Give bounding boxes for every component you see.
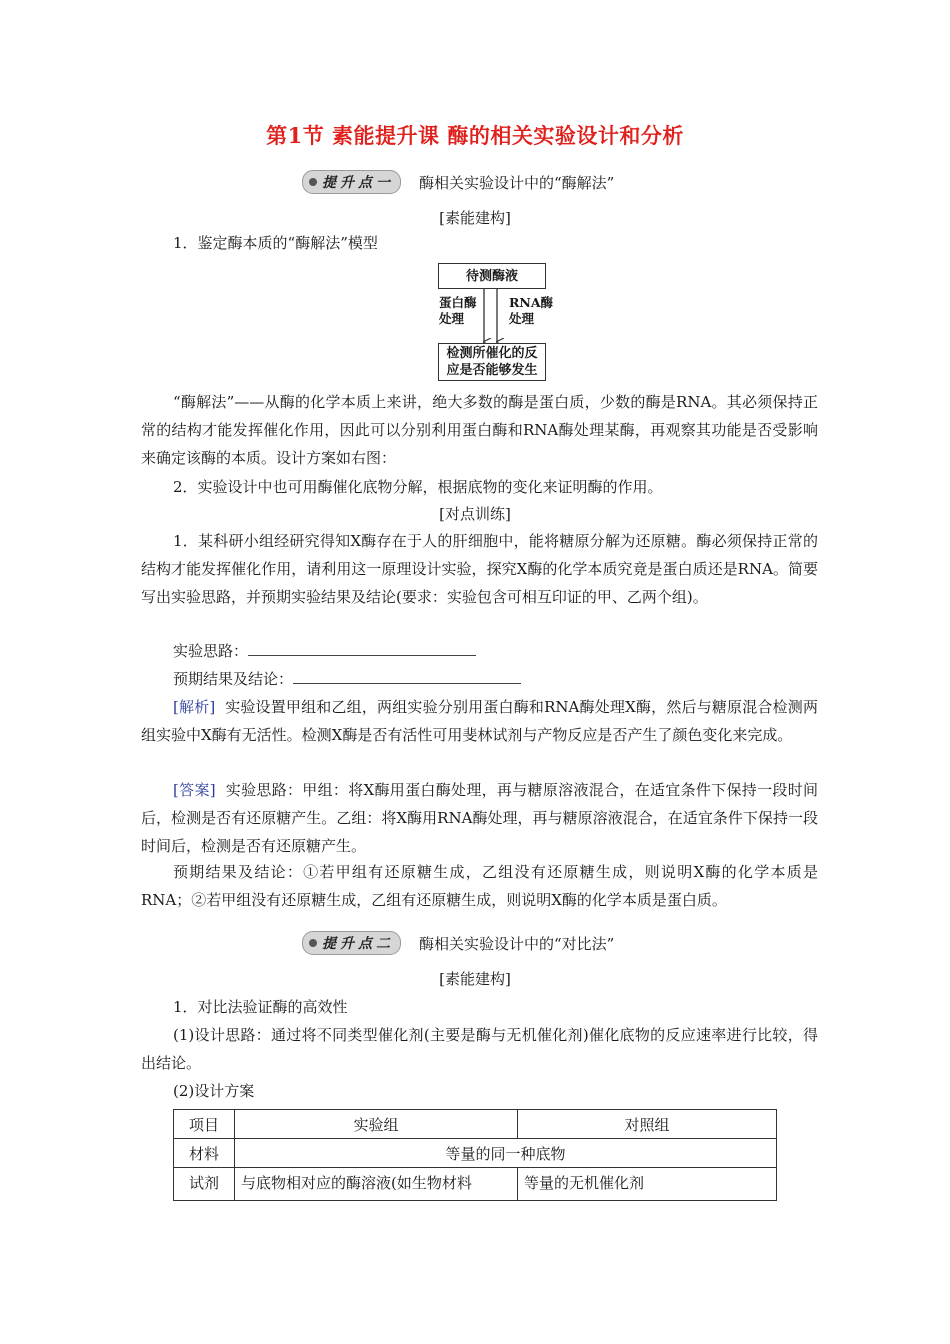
- answer: [141, 776, 818, 860]
- section2-item1: 1．对比法验证酶的高效性: [173, 998, 348, 1016]
- answer-text: 实验思路：甲组：将X酶用蛋白酶处理，再与糖原溶液混合，在适宜条件下保持一段时间后，检测是否有还原糖产生。乙组：将X酶用RNA酶处理，再与糖原溶液混合，在适宜条件下保持一段时间后，检测是否有还原糖产生。: [141, 781, 818, 855]
- section2-sub1: (1)设计思路：通过将不同类型催化剂(主要是酶与无机催化剂)催化底物的反应速率进行比较，得出结论。: [141, 1026, 818, 1072]
- table-cell: 与底物相对应的酶溶液(如生物材料: [235, 1168, 518, 1201]
- flow-bottom-line2: 应是否能够发生: [446, 363, 538, 378]
- section1-header: [302, 170, 614, 194]
- flow-bottom-line1: 检测所催化的反: [446, 346, 538, 361]
- blank-approach-label: 实验思路：: [173, 642, 249, 660]
- blank-result: [141, 665, 818, 693]
- section1-item1: 1．鉴定酶本质的“酶解法”模型: [173, 234, 378, 252]
- section1-train-label: [对点训练]: [439, 505, 511, 523]
- table-cell: 试剂: [174, 1168, 235, 1201]
- blank-approach: [141, 637, 818, 665]
- table-header-control: 对照组: [518, 1110, 777, 1139]
- section1-heading: 酶相关实验设计中的“酶解法”: [419, 173, 615, 192]
- answer-tag: [答案]: [173, 781, 216, 799]
- flow-left-label-line1: 蛋白酶: [439, 295, 477, 310]
- section1-build-label: [素能建构]: [439, 209, 511, 227]
- analysis: [141, 693, 818, 749]
- expected-result: 预期结果及结论：①若甲组有还原糖生成，乙组没有还原糖生成，则说明X酶的化学本质是RNA；②若甲组没有还原糖生成，乙组有还原糖生成，则说明X酶的化学本质是蛋白质。: [141, 863, 818, 909]
- analysis-text: 实验设置甲组和乙组，两组实验分别用蛋白酶和RNA酶处理X酶，然后与糖原混合检测两组实验中X酶有无活性。检测X酶是否有活性可用斐林试剂与产物反应是否产生了颜色变化来完成。: [141, 698, 818, 744]
- section1-badge: [302, 170, 401, 194]
- section2-header: [302, 931, 614, 955]
- flow-left-label: [439, 295, 477, 327]
- table-header-experiment: 实验组: [235, 1110, 518, 1139]
- flow-right-label-line2: 处理: [509, 311, 535, 326]
- table-cell: 等量的同一种底物: [235, 1139, 777, 1168]
- flow-right-label: [509, 295, 553, 327]
- flow-right-label-line1: RNA酶: [509, 295, 554, 310]
- section1-badge-text: 提升点一: [322, 175, 394, 191]
- flow-left-label-line2: 处理: [439, 311, 465, 326]
- blank-result-label: 预期结果及结论：: [173, 670, 294, 688]
- table-row: [174, 1110, 777, 1139]
- section2-badge-text: 提升点二: [322, 936, 394, 952]
- table-row: [174, 1139, 777, 1168]
- table-header-item: 项目: [174, 1110, 235, 1139]
- table-cell: 等量的无机催化剂: [518, 1168, 777, 1201]
- section1-item2: 2．实验设计中也可用酶催化底物分解，根据底物的变化来证明酶的作用。: [173, 478, 663, 496]
- badge-dot-icon: [309, 939, 317, 947]
- analysis-tag: [解析]: [173, 698, 216, 716]
- flow-top-box: 待测酶液: [438, 263, 546, 289]
- badge-dot-icon: [309, 178, 317, 186]
- section2-build-label: [素能建构]: [439, 970, 511, 988]
- section2-heading: 酶相关实验设计中的“对比法”: [419, 934, 615, 953]
- question-1: 1．某科研小组经研究得知X酶存在于人的肝细胞中，能将糖原分解为还原糖。酶必须保持正常的结构才能发挥催化作用，请利用这一原理设计实验，探究X酶的化学本质究竟是蛋白质还是RNA。简要写出实验思路，并预期实验结果及结论(要求：实验包含可相互印证的甲、乙两个组)。: [141, 532, 818, 606]
- table-row: [174, 1168, 777, 1201]
- blank-approach-line: [248, 639, 476, 656]
- section2-badge: [302, 931, 401, 955]
- section2-sub2: (2)设计方案: [173, 1082, 255, 1100]
- design-table: [173, 1109, 777, 1201]
- table-cell: 材料: [174, 1139, 235, 1168]
- section1-paragraph: “酶解法”——从酶的化学本质上来讲，绝大多数的酶是蛋白质，少数的酶是RNA。其必须保持正常的结构才能发挥催化作用，因此可以分别利用蛋白酶和RNA酶处理某酶，再观察其功能是否受影响来确定该酶的本质。设计方案如右图：: [141, 393, 818, 467]
- page-title: 第1节 素能提升课 酶的相关实验设计和分析: [266, 123, 684, 148]
- flow-bottom-box: [438, 343, 546, 381]
- blank-result-line: [293, 667, 521, 684]
